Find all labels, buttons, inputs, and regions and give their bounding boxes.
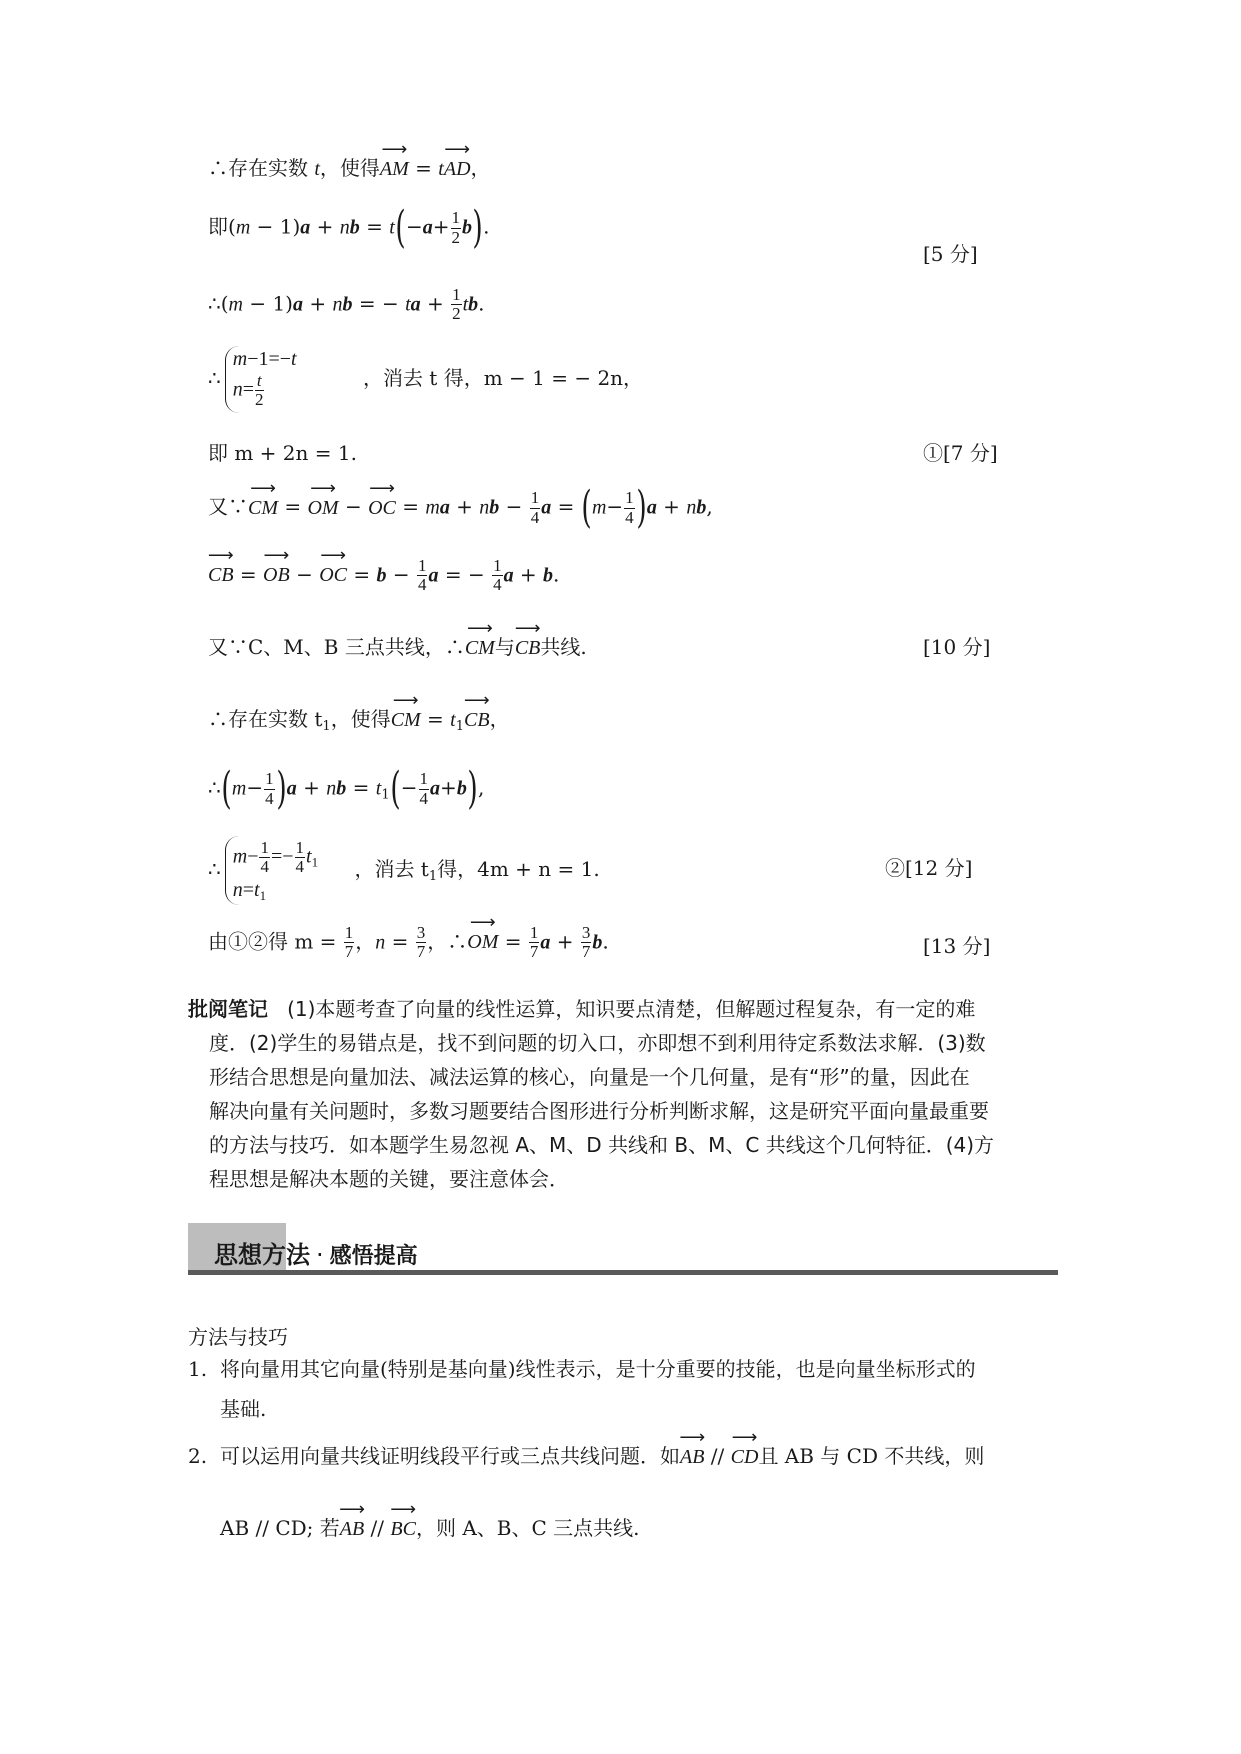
equation-system-1: m−1=−t n= $\frac{t}{2}$ bbox=[225, 346, 297, 413]
solution-step-9: ∴存在实数 $t_1$，使得⟶ CM = $t_1⟶$ CB， bbox=[208, 709, 510, 733]
solution-step-2: 即(m − 1)a + nb = t(−a+ $\frac{1}{2}$ b). bbox=[208, 202, 490, 253]
vector-AM: ⟶ AM bbox=[380, 159, 409, 179]
score-13: [13 分] bbox=[923, 934, 991, 958]
solution-step-11: ∴ m− $\frac{1}{4}$ =− $\frac{1}{4}$ $t_1$ $n=t_1$ ，消去 $t_1$得，4m + n = 1. bbox=[208, 838, 600, 903]
equation-system-2: m− $\frac{1}{4}$ =− $\frac{1}{4}$ $t_1$ $n=t_1$ bbox=[225, 836, 318, 905]
score-7: ①[7 分] bbox=[923, 441, 998, 465]
solution-step-10: ∴(m− $\frac{1}{4}$ )a + nb = $t_1(-$ $\frac{1}{4}$ a+b), bbox=[208, 763, 485, 814]
method-item-2: 2. 可以运用向量共线证明线段平行或三点共线问题．如⟶ AB // ⟶ CD且 AB 与 CD 不共线，则 bbox=[188, 1446, 984, 1467]
solution-step-4: ∴ m−1=−t n= $\frac{t}{2}$ ，消去 t 得，m − 1 = − 2n， bbox=[208, 346, 643, 413]
solution-step-1: ∴存在实数 t，使得⟶ AM = t⟶ AD， bbox=[208, 158, 491, 179]
section-title: 思想方法 · 感悟提高 bbox=[214, 1241, 418, 1269]
section-header-rule bbox=[188, 1270, 1058, 1275]
score-5: [5 分] bbox=[923, 242, 978, 266]
section-header bbox=[188, 1223, 1058, 1275]
method-item-1-cont: 基础. bbox=[220, 1397, 267, 1421]
solution-step-5: 即 m + 2n = 1. bbox=[208, 441, 357, 465]
solution-step-3: ∴(m − 1)a + nb = − ta + $\frac{1}{2}$ tb. bbox=[208, 285, 485, 324]
solution-step-8: 又∵C、M、B 三点共线，∴⟶ CM与⟶ CB共线. bbox=[208, 637, 587, 658]
method-item-1: 1. 将向量用其它向量(特别是基向量)线性表示，是十分重要的技能，也是向量坐标形式的 bbox=[188, 1357, 976, 1381]
solution-step-12: 由①②得 m = $\frac{1}{7}$ ，n = $\frac{3}{7}$ ，∴⟶ OM = $\frac{1}{7}$ a + $\frac{3}{7}$ b. bbox=[208, 924, 609, 962]
score-12: ②[12 分] bbox=[885, 856, 973, 880]
vector-AD: ⟶ AD bbox=[444, 159, 471, 179]
review-note: 批阅笔记 (1)本题考查了向量的线性运算，知识要点清楚，但解题过程复杂，有一定的难 度．(2)学生的易错点是，找不到问题的切入口，亦即想不到利用待定系数法求解．(3)数 形结合思想是向量加法、减法运算的核心，向量是一个几何量，是有“形”的量，因此在 解决向量有关问题时，多数习题要结合图形进行分析判断求解，这是研究平面向量最重要 的方法与技巧．如本题学生易忽视 A、M、D 共线和 B、M、C 共线这个几何特征．(4)方 程思想是解决本题的关键，要注意体会． bbox=[188, 997, 995, 1191]
solution-step-6: 又∵⟶ CM = ⟶ OM − ⟶ OC = ma + nb − $\frac{1}{4}$ a = (m− $\frac{1}{4}$ )a + nb, bbox=[208, 486, 713, 530]
score-10: [10 分] bbox=[923, 635, 991, 659]
review-note-label: 批阅笔记 bbox=[188, 997, 268, 1021]
solution-step-7: ⟶ CB = ⟶ OB − ⟶ OC = b − $\frac{1}{4}$ a = − $\frac{1}{4}$ a + b. bbox=[208, 557, 559, 595]
methods-heading: 方法与技巧 bbox=[188, 1325, 288, 1349]
method-item-2-cont: AB // CD; 若⟶ AB // ⟶ BC，则 A、B、C 三点共线. bbox=[220, 1518, 639, 1539]
